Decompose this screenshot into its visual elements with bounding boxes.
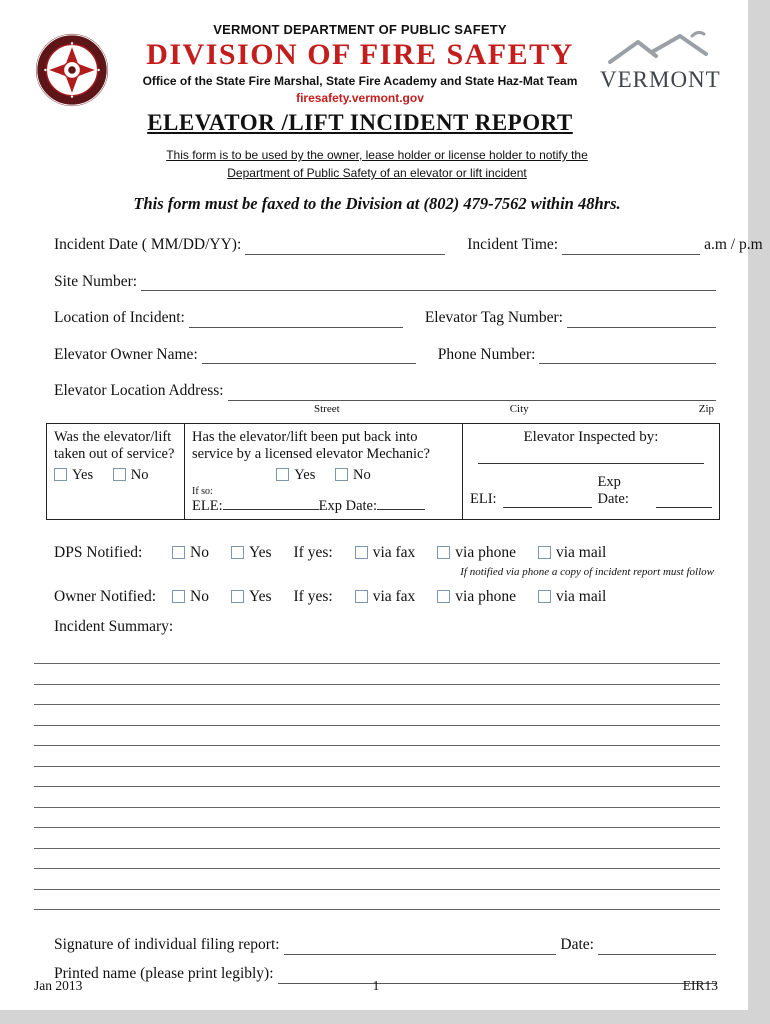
division-title: DIVISION OF FIRE SAFETY	[146, 38, 574, 71]
summary-line[interactable]	[34, 890, 720, 911]
eli-exp-date-label: Exp Date:	[597, 473, 629, 507]
out-of-service-cell	[47, 424, 185, 519]
footer-page-number: 1	[372, 978, 380, 993]
owner-via-mail-checkbox[interactable]	[538, 590, 551, 603]
dps-yes-label: Yes	[248, 543, 272, 561]
street-label: Street	[314, 402, 340, 415]
summary-line[interactable]	[34, 828, 720, 849]
incident-time-field[interactable]	[562, 240, 700, 255]
am-pm-label[interactable]: a.m / p.m	[704, 236, 763, 253]
phone-number-label: Phone Number:	[437, 345, 536, 363]
summary-line[interactable]	[34, 644, 720, 665]
dps-if-yes-label: If yes:	[293, 543, 333, 561]
eli-field[interactable]	[503, 496, 592, 508]
incident-date-label: Incident Date ( MM/DD/YY):	[54, 236, 242, 253]
owner-notified-row	[54, 588, 720, 606]
back-in-service-cell	[185, 424, 463, 519]
location-row	[54, 309, 720, 328]
incident-date-row	[54, 236, 763, 255]
dps-no-label: No	[190, 543, 209, 561]
summary-line[interactable]	[34, 685, 720, 706]
mountains-icon	[604, 28, 716, 68]
back-in-service-yes-label: Yes	[294, 466, 316, 483]
back-in-service-yes-checkbox[interactable]	[276, 468, 289, 481]
owner-via-phone-label: via phone	[455, 587, 516, 605]
dps-via-mail-checkbox[interactable]	[538, 546, 551, 559]
address-field[interactable]	[228, 386, 716, 401]
owner-no-label: No	[190, 587, 209, 605]
owner-notified-label: Owner Notified:	[54, 587, 157, 605]
ele-exp-date-field[interactable]	[377, 498, 425, 510]
site-number-row	[54, 273, 720, 292]
address-row	[54, 382, 720, 401]
summary-line[interactable]	[34, 849, 720, 870]
page-footer	[34, 978, 718, 994]
dps-via-fax-checkbox[interactable]	[355, 546, 368, 559]
vermont-logo	[600, 22, 720, 93]
location-label: Location of Incident:	[54, 309, 185, 327]
header	[34, 22, 720, 136]
service-status-table	[46, 423, 720, 520]
out-of-service-yes-label: Yes	[72, 466, 94, 483]
owner-name-field[interactable]	[202, 349, 416, 364]
date-field[interactable]	[598, 940, 716, 955]
header-titles	[120, 22, 600, 136]
signature-field[interactable]	[284, 940, 557, 955]
phone-notification-note: If notified via phone a copy of incident report must follow	[460, 565, 714, 578]
dps-notified-row	[54, 544, 720, 562]
out-of-service-no-label: No	[130, 466, 149, 483]
date-label: Date:	[560, 936, 594, 954]
vermont-logo-text: VERMONT	[600, 67, 721, 92]
incident-time-label: Incident Time:	[467, 236, 559, 253]
dps-via-mail-label: via mail	[556, 543, 607, 561]
incident-summary-label: Incident Summary:	[54, 617, 174, 635]
eli-exp-date-field[interactable]	[656, 496, 712, 508]
owner-no-checkbox[interactable]	[172, 590, 185, 603]
summary-line[interactable]	[34, 808, 720, 829]
back-in-service-question: Has the elevator/lift been put back into service by a licensed elevator Mechanic?	[192, 428, 430, 462]
dps-no-checkbox[interactable]	[172, 546, 185, 559]
address-label: Elevator Location Address:	[54, 382, 224, 400]
dps-via-phone-label: via phone	[455, 543, 516, 561]
instruction-line-2: Department of Public Safety of an elevator or lift incident	[227, 166, 527, 180]
ele-exp-date-label: Exp Date:	[318, 497, 377, 514]
out-of-service-no-checkbox[interactable]	[113, 468, 126, 481]
owner-yes-checkbox[interactable]	[231, 590, 244, 603]
department-title: VERMONT DEPARTMENT OF PUBLIC SAFETY	[213, 22, 507, 37]
owner-name-label: Elevator Owner Name:	[54, 345, 198, 363]
summary-line[interactable]	[34, 664, 720, 685]
summary-line[interactable]	[34, 726, 720, 747]
signature-block	[34, 936, 720, 983]
owner-via-phone-checkbox[interactable]	[437, 590, 450, 603]
if-so-label: If so:	[192, 485, 213, 497]
out-of-service-yes-checkbox[interactable]	[54, 468, 67, 481]
out-of-service-question: Was the elevator/lift taken out of service?	[54, 428, 175, 462]
inspected-by-field[interactable]	[478, 448, 704, 464]
signature-row	[54, 936, 720, 955]
tag-number-label: Elevator Tag Number:	[424, 309, 563, 327]
summary-line[interactable]	[34, 705, 720, 726]
ele-label: ELE:	[192, 497, 223, 514]
footer-form-code: EIR13	[682, 978, 718, 993]
back-in-service-no-label: No	[353, 466, 371, 483]
location-field[interactable]	[189, 313, 403, 328]
owner-yes-label: Yes	[248, 587, 272, 605]
website-link[interactable]: firesafety.vermont.gov	[296, 91, 424, 105]
fax-notice: This form must be faxed to the Division at (802) 479-7562 within 48hrs.	[133, 194, 621, 213]
summary-line[interactable]	[34, 869, 720, 890]
instructions	[34, 148, 720, 214]
summary-line[interactable]	[34, 787, 720, 808]
zip-label: Zip	[698, 402, 714, 415]
office-subtitle: Office of the State Fire Marshal, State Fire Academy and State Haz-Mat Team	[142, 74, 578, 88]
dps-notified-label: DPS Notified:	[54, 543, 143, 561]
instruction-line-1: This form is to be used by the owner, lease holder or license holder to notify the	[166, 148, 588, 162]
inspected-by-label: Elevator Inspected by:	[523, 428, 659, 445]
city-label: City	[509, 402, 529, 415]
summary-lines	[34, 644, 720, 911]
tag-number-field[interactable]	[567, 313, 716, 328]
owner-name-row	[54, 346, 720, 365]
dps-yes-checkbox[interactable]	[231, 546, 244, 559]
dps-via-fax-label: via fax	[372, 543, 416, 561]
eli-label: ELI:	[470, 490, 497, 507]
incident-date-field[interactable]	[245, 240, 445, 255]
inspected-by-cell	[463, 424, 719, 519]
address-sublabels	[314, 403, 714, 415]
site-number-label: Site Number:	[54, 272, 138, 290]
summary-line[interactable]	[34, 746, 720, 767]
phone-number-field[interactable]	[539, 349, 716, 364]
dps-via-phone-checkbox[interactable]	[437, 546, 450, 559]
owner-via-fax-label: via fax	[372, 587, 416, 605]
owner-via-mail-label: via mail	[556, 587, 607, 605]
owner-if-yes-label: If yes:	[293, 587, 333, 605]
footer-date: Jan 2013	[34, 978, 83, 993]
summary-line[interactable]	[34, 767, 720, 788]
form-title: ELEVATOR /LIFT INCIDENT REPORT	[147, 110, 573, 135]
seal-icon	[34, 32, 110, 108]
owner-via-fax-checkbox[interactable]	[355, 590, 368, 603]
back-in-service-no-checkbox[interactable]	[335, 468, 348, 481]
printed-name-label: Printed name (please print legibly):	[54, 965, 274, 983]
signature-label: Signature of individual filing report:	[54, 936, 280, 954]
fire-safety-seal-logo	[34, 22, 120, 113]
ele-field[interactable]	[223, 498, 319, 510]
site-number-field[interactable]	[141, 276, 716, 291]
